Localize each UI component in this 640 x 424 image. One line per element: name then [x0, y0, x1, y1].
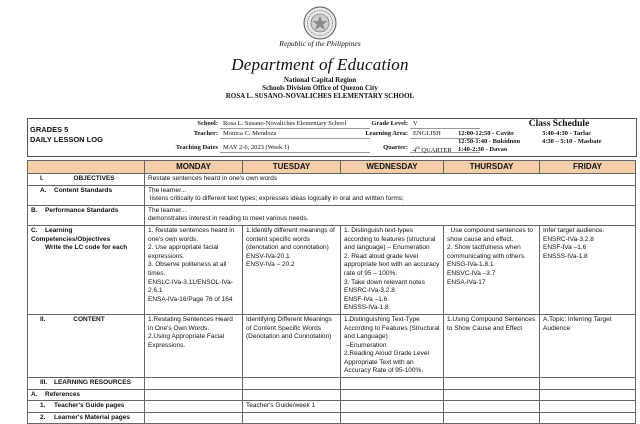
day-header-row [28, 161, 636, 174]
school-heading: ROSA L. SUSANO-NOVALICHES ELEMENTARY SCHOOL [225, 92, 415, 100]
wednesday-competencies: 1. Distinguish text-types according to features (structural and language) – Enumeration 2. Read aloud grade level appropriate text with an accuracy rate of 95 – 100%. 3. Take down relevant notes ENSRC-IVa-3.2.8 ENSF-IVa –1.6 ENSSS-IVa-1.8 [341, 225, 444, 314]
teacher-value: Monica C. Mendoza [220, 129, 370, 139]
monday-content: 1.Restating Sentences Heard in One's Own Words. 2.Using Appropriate Facial Expressions. [145, 314, 243, 377]
row-label: 1. Teacher's Guide pages [28, 401, 145, 413]
row-label: A. Content Standards [28, 185, 145, 205]
teacher-label: Teacher: [193, 130, 218, 137]
grade-level-label: Grade Level: [371, 120, 408, 127]
day-header: FRIDAY [540, 161, 636, 174]
school-label: School: [197, 120, 218, 127]
resources-row [28, 378, 636, 390]
grade-level-value: V [410, 119, 480, 129]
content-row [28, 314, 636, 377]
row-label: II. CONTENT [28, 314, 145, 377]
learners-material-row [28, 412, 636, 424]
performance-standards-text: The learner... demonstrates interest in reading to meet various needs. [145, 205, 636, 225]
tuesday-competencies: 1.Identify different meanings of content specific words (denotation and connotation) ENSV-IVa-20.1 ENSV-IVa – 20.2 [243, 225, 341, 314]
monday-competencies: 1. Restate sentences heard in one's own words. 2. Use appropriate facial expressions. 3. Observe politeness at all times. ENSLC-IVa-3.11/ENSOL-IVa-2.6.1 ENSA-IVa-16/Page 76 of 164 [145, 225, 243, 314]
division-heading: Schools Division Office of Quezon City [262, 84, 378, 92]
friday-competencies: Infer target audience. ENSRC-IVa-3.2.8 ENSF-IVa –1.6 ENSSS-IVa-1.8 [540, 225, 636, 314]
corner-cell [28, 161, 145, 174]
performance-standards-row [28, 205, 636, 225]
thursday-competencies: Use compound sentences to show cause and effect. 2. Show tactfulness when communicating with others. ENSG-IVa-1.8.1 ENSVC-IVa –3.7 ENSA-IVa-17 [444, 225, 540, 314]
friday-content: A.Topic: Inferring Target Audience [540, 314, 636, 377]
tuesday-teachers-guide: Teacher's Guide/week 1 [243, 401, 341, 413]
quarter-value: 4th QUARTER [410, 143, 480, 153]
objectives-row [28, 174, 636, 186]
grade-title-block [30, 125, 103, 145]
row-label: III. LEARNING RESOURCES [28, 378, 145, 390]
republic-heading: Republic of the Philippines [279, 39, 361, 48]
thursday-content: 1.Using Compound Sentences to Show Cause and Effect [444, 314, 540, 377]
dates-label: Teaching Dates [175, 144, 218, 151]
day-header: WEDNESDAY [341, 161, 444, 174]
quarter-label: Quarter: [383, 144, 408, 151]
competencies-row [28, 225, 636, 314]
schedule-entry: 12:00-12:50 - Cavite [458, 130, 514, 137]
wednesday-content: 1.Distinguishing Text-Type According to Features (Structural and Language) –Enumeration 2.Reading Aloud Grade Level Appropriate Text with an Accuracy Rate of 95-100%. [341, 314, 444, 377]
content-standards-text: The learner... listens critically to different text types; expresses ideas logically in oral and written forms; [145, 185, 636, 205]
deped-seal-icon [303, 6, 337, 40]
lesson-log-info [27, 118, 637, 157]
row-label: C. Learning Competencies/Objectives Write the LC code for each [28, 225, 145, 314]
row-label: I. OBJECTIVES [28, 174, 145, 186]
dates-value: MAY 2-6, 2023 (Week 1) [220, 143, 370, 153]
day-header: TUESDAY [243, 161, 341, 174]
schedule-entry: 3:40-4:30 - Tarlac [542, 130, 592, 137]
department-heading: Department of Education [231, 55, 409, 74]
lesson-log-table [27, 160, 636, 424]
schedule-title: Class Schedule [528, 119, 590, 129]
school-value: Rosa L. Susano-Novaliches Elementary School [220, 119, 370, 129]
row-label: A. References [28, 389, 145, 401]
row-label: B. Performance Standards [28, 205, 145, 225]
schedule-entry: 1:40-2:30 - Davao [458, 146, 508, 153]
references-row [28, 389, 636, 401]
teachers-guide-row [28, 401, 636, 413]
region-heading: National Capital Region [283, 76, 357, 84]
learning-area-value: ENGLISH [410, 129, 480, 139]
day-header: THURSDAY [444, 161, 540, 174]
log-title: DAILY LESSON LOG [30, 135, 103, 144]
objectives-text: Restate sentences heard in one's own words [145, 174, 636, 186]
learning-area-label: Learning Area: [365, 130, 408, 137]
schedule-entry: 12:50-1:40 - Bukidnon [458, 138, 521, 145]
row-label: 2. Learner's Material pages [28, 412, 145, 424]
grade-title: GRADES 5 [30, 125, 69, 134]
schedule-entry: 4:30 – 5:10 - Masbate [542, 138, 602, 145]
day-header: MONDAY [145, 161, 243, 174]
content-standards-row [28, 185, 636, 205]
tuesday-content: Identifying Different Meanings of Content Specific Words (Denotation and Connotation) [243, 314, 341, 377]
